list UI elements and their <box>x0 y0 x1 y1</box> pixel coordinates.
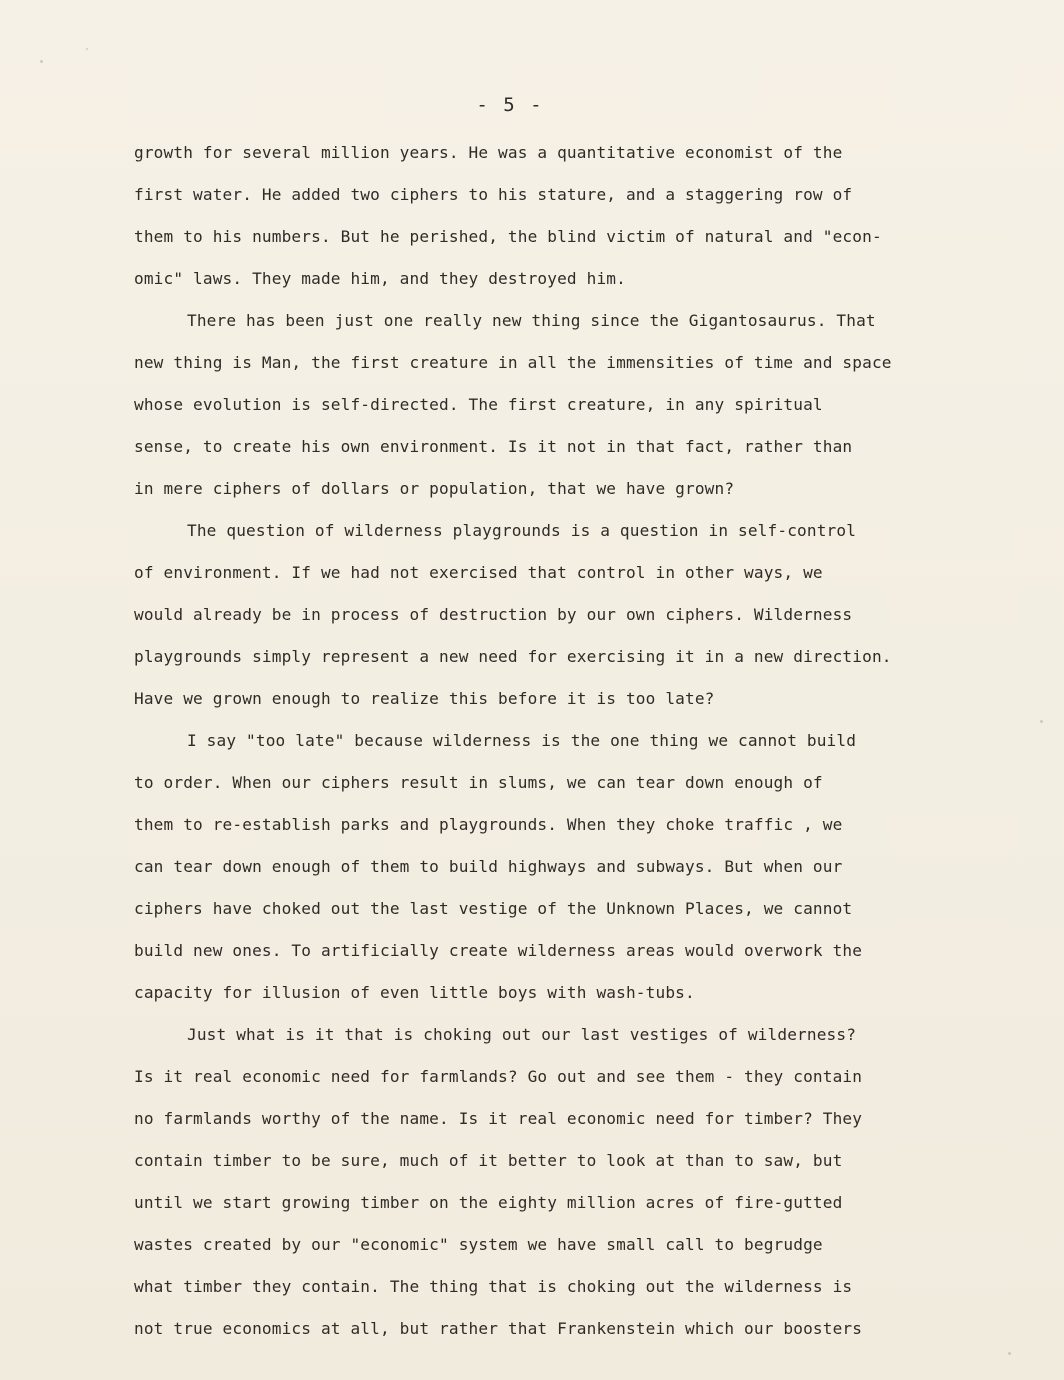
text-line: Is it real economic need for farmlands? Go out and see them - they contain <box>134 1067 863 1086</box>
text-line: them to re-establish parks and playgrounds. When they choke traffic , we <box>134 815 843 834</box>
text-line: no farmlands worthy of the name. Is it real economic need for timber? They <box>134 1109 863 1128</box>
text-line: first water. He added two ciphers to his stature, and a staggering row of <box>134 185 853 204</box>
text-line: omic" laws. They made him, and they destroyed him. <box>134 269 626 288</box>
text-line: new thing is Man, the first creature in all the immensities of time and space <box>134 353 892 372</box>
text-line: in mere ciphers of dollars or population, that we have grown? <box>134 479 735 498</box>
text-line: ciphers have choked out the last vestige of the Unknown Places, we cannot <box>134 899 853 918</box>
page-number: - 5 - <box>476 94 544 116</box>
text-line: growth for several million years. He was a quantitative economist of the <box>134 143 843 162</box>
text-line: sense, to create his own environment. Is it not in that fact, rather than <box>134 437 853 456</box>
text-line: Just what is it that is choking out our last vestiges of wilderness? <box>187 1025 857 1044</box>
text-line: wastes created by our "economic" system we have small call to begrudge <box>134 1235 823 1254</box>
text-line: can tear down enough of them to build highways and subways. But when our <box>134 857 843 876</box>
text-line: whose evolution is self-directed. The first creature, in any spiritual <box>134 395 823 414</box>
text-line: would already be in process of destruction by our own ciphers. Wilderness <box>134 605 853 624</box>
text-line: playgrounds simply represent a new need for exercising it in a new direction. <box>134 647 892 666</box>
text-line: Have we grown enough to realize this before it is too late? <box>134 689 715 708</box>
paper-speck <box>86 48 88 50</box>
text-line: until we start growing timber on the eighty million acres of fire-gutted <box>134 1193 843 1212</box>
paper-speck <box>40 60 43 63</box>
text-line: I say "too late" because wilderness is the one thing we cannot build <box>187 731 857 750</box>
text-line: There has been just one really new thing since the Gigantosaurus. That <box>187 311 876 330</box>
text-line: to order. When our ciphers result in slums, we can tear down enough of <box>134 773 823 792</box>
text-line: of environment. If we had not exercised that control in other ways, we <box>134 563 823 582</box>
text-line: what timber they contain. The thing that is choking out the wilderness is <box>134 1277 853 1296</box>
text-line: contain timber to be sure, much of it better to look at than to saw, but <box>134 1151 843 1170</box>
text-line: capacity for illusion of even little boys with wash-tubs. <box>134 983 695 1002</box>
paper-speck <box>1040 720 1043 723</box>
text-line: them to his numbers. But he perished, the blind victim of natural and "econ- <box>134 227 882 246</box>
text-line: not true economics at all, but rather that Frankenstein which our boosters <box>134 1319 863 1338</box>
paper-speck <box>1008 1352 1011 1355</box>
text-line: The question of wilderness playgrounds is a question in self-control <box>187 521 857 540</box>
text-line: build new ones. To artificially create wilderness areas would overwork the <box>134 941 863 960</box>
document-body <box>134 132 994 1350</box>
